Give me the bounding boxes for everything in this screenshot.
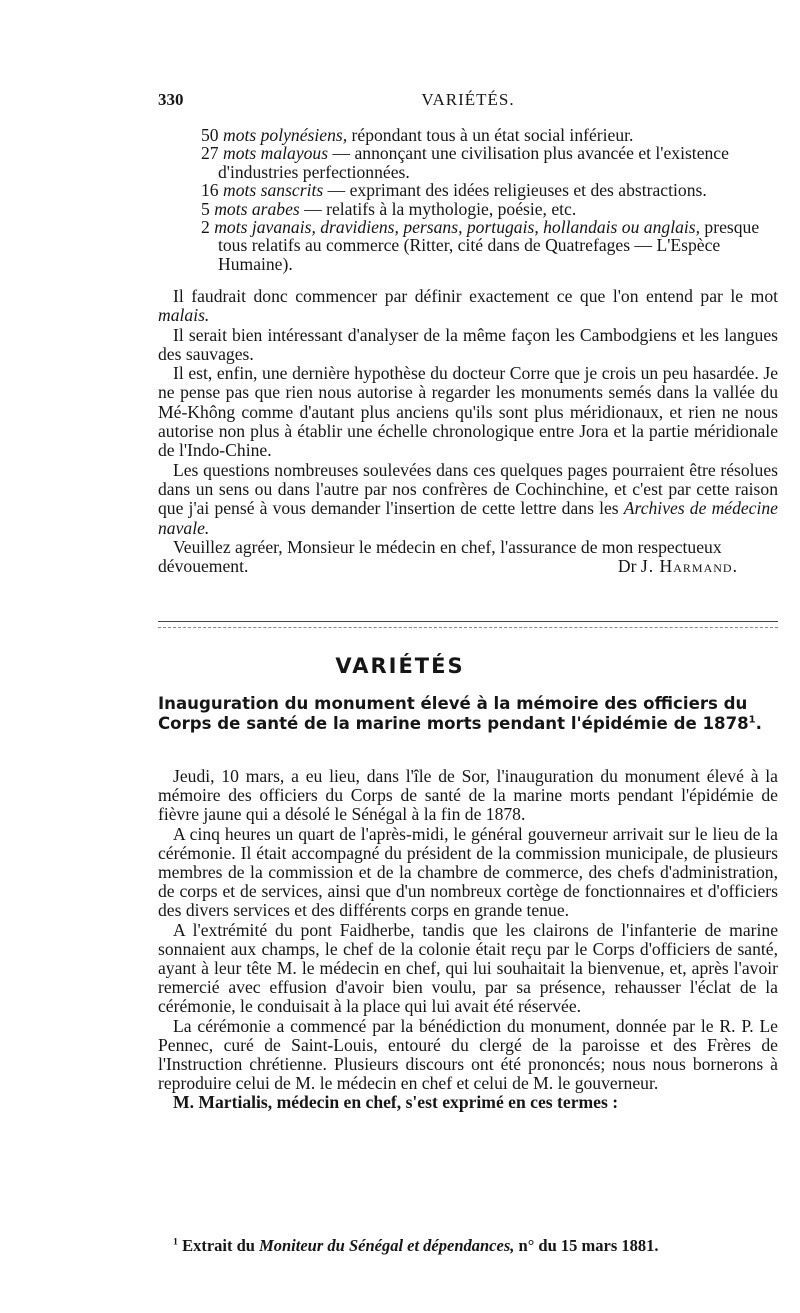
word-count-list — [158, 126, 778, 273]
footnote-ref: 1 — [748, 713, 756, 725]
paragraph: A cinq heures un quart de l'après-midi, le général gouverneur arrivait sur le lieu de la cérémonie. Il était accompagné du président de la commission municipale, de plusieurs membres de la commission et de la chambre de commerce, des chefs d'administration, de corps et de services, ainsi que d'un nombreux cortège de fonctionnaires et d'officiers des divers services et des différents corps en grande tenue. — [158, 823, 778, 921]
article-heading: Inauguration du monument élevé à la mémoire des officiers du Corps de santé de la marine morts pendant l'épidémie de 1878$^1$. — [158, 694, 762, 733]
paragraph: Jeudi, 10 mars, a eu lieu, dans l'île de Sor, l'inauguration du monument élevé à la mémoire des officiers du Corps de santé de la marine morts pendant l'épidémie de fièvre jaune qui a désolé le Sénégal à la fin de 1878. — [158, 766, 778, 825]
letter-body — [158, 287, 778, 578]
paragraph: M. Martialis, médecin en chef, s'est exprimé en ces termes : — [173, 1092, 619, 1113]
paragraph: Les questions nombreuses soulevées dans ces quelques pages pourraient être résolues dans un sens ou dans l'autre par nos confrères de Cochinchine, et c'est par cette raison que j'ai pensé à vous demander l'insertion de cette lettre dans les Archives de médecine navale. — [158, 459, 778, 538]
section-title: VARIÉTÉS — [335, 654, 465, 678]
list-item: 50 mots polynésiens, répondant tous à un état social inférieur. — [201, 125, 634, 145]
paragraph: La cérémonie a commencé par la bénédiction du monument, donnée par le R. P. Le Pennec, curé de Saint-Louis, entouré du clergé de la paroisse et des Frères de l'Instruction chrétienne. Plusieurs discours ont été prononcés; nous nous bornerons à reproduire celui de M. le médecin en chef et celui de M. le gouverneur. — [158, 1015, 778, 1094]
paragraph: Il serait bien intéressant d'analyser de la même façon les Cambodgiens et les langues des sauvages. — [158, 324, 778, 364]
paragraph: Il est, enfin, une dernière hypothèse du docteur Corre que je crois un peu hasardée. Je ne pense pas que rien nous autorise à regarder les monuments semés dans la vallée du Mé-Không comme d'autant plus anciens qu'ils sont plus méridionaux, et rien ne nous autorise non plus à établir une échelle chronologique entre Jora et la partie méridionale de l'Indo-Chine. — [158, 363, 778, 461]
list-item: 2 mots javanais, dravidiens, persans, portugais, hollandais ou anglais, presque tous relatifs au commerce (Ritter, cité dans de Quatrefages — L'Espèce Humaine). — [201, 217, 760, 274]
footnote: $^1$ Extrait du Moniteur du Sénégal et dépendances, n° du 15 mars 1881. — [173, 1236, 659, 1255]
signature: Dr J. Harmand. — [617, 556, 738, 577]
signature-line — [158, 557, 778, 578]
page-number: 330 — [158, 90, 184, 109]
page-header — [158, 90, 778, 116]
divider — [158, 627, 778, 628]
list-item: 16 mots sanscrits — exprimant des idées religieuses et des abstractions. — [201, 180, 707, 201]
list-item: 5 mots arabes — relatifs à la mythologie, poésie, etc. — [201, 198, 577, 219]
paragraph: Il faudrait donc commencer par définir exactement ce que l'on entend par le mot malais. — [158, 286, 778, 326]
running-title: VARIÉTÉS. — [421, 90, 515, 109]
footnote-mark: 1 — [173, 1236, 178, 1248]
paragraph: A l'extrémité du pont Faidherbe, tandis que les clairons de l'infanterie de marine sonnaient aux champs, le chef de la colonie était reçu par le Corps d'officiers de santé, ayant à leur tête M. le médecin en chef, qui lui souhaitait la bienvenue, et, après l'avoir remercié avec effusion d'avoir bien voulu, par sa présence, rehausser l'éclat de la cérémonie, le conduisait à la place qui lui avait été réservée. — [158, 919, 778, 1017]
closing-line: Veuillez agréer, Monsieur le médecin en chef, l'assurance de mon respectueux — [173, 536, 722, 557]
closing-end: dévouement. — [158, 556, 249, 577]
divider — [158, 621, 778, 622]
list-item: 27 mots malayous — annonçant une civilisation plus avancée et l'existence d'industries perfectionnées. — [201, 143, 729, 182]
article-body — [158, 767, 778, 1113]
